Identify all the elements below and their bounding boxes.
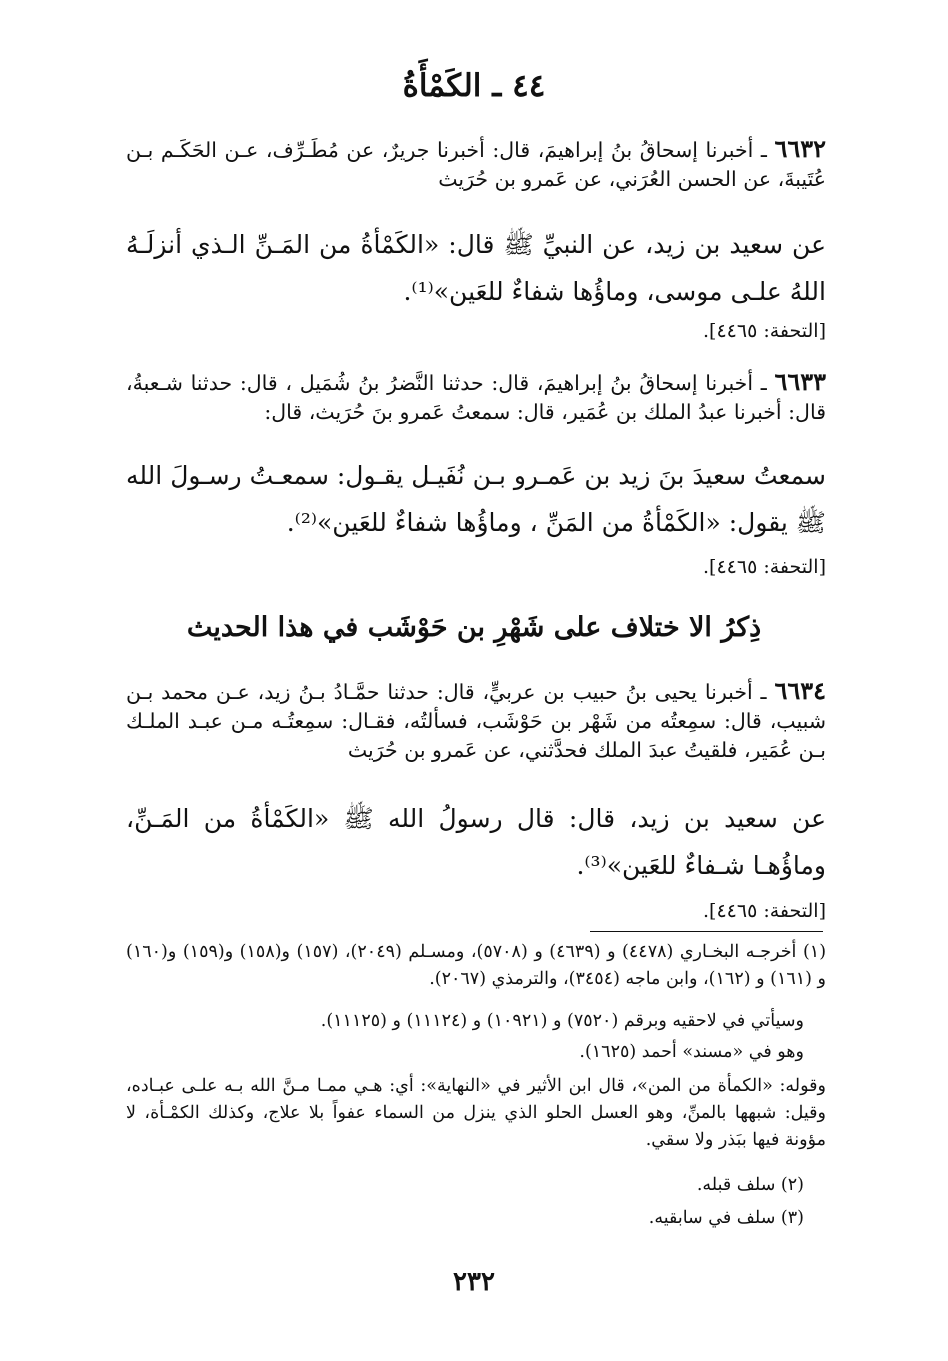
hadith-isnad-text: ـ أخبرنا إسحاقُ بنُ إبراهيمَ، قال: أخبرنا جريرٌ، عن مُطَـرِّف، عـن الحَكَـم بـن عُتَيبةَ، عن الحسن العُرَني، عن عَمرو بن حُرَيث xyxy=(126,138,826,191)
hadith-6634-tuhfa-reference: [التحفة: ٤٤٦٥]. xyxy=(703,900,826,922)
section-heading: ذِكرُ الا ختلاف على شَهْرِ بن حَوْشَب في هذا الحديث xyxy=(186,612,762,643)
footnote-1-musnad-reference: وهو في «مسند» أحمد (١٦٢٥). xyxy=(579,1042,804,1062)
hadith-isnad-text: ـ أخبرنا يحيى بنُ حبيب بن عربيٍّ، قال: حدثنا حمَّـادُ بـنُ زيد، عـن محمد بـن شبيب، قال: سمِعتُه من شَهْر بن حَوْشَب، فسألتُه، فقـال: سمِعتُـه مـن عبـد الملـك بـن عُمَير، فلقيتُ عبدَ الملك فحدَّثني، عن عَمرو بن حُرَيث xyxy=(126,680,826,762)
hadith-6634-isnad-paragraph xyxy=(126,676,826,765)
chapter-title: ٤٤ ـ الكَمْأَةُ xyxy=(402,68,546,104)
hadith-number: ٦٦٣٣ xyxy=(774,367,826,396)
footnote-1-commentary: وقوله: «الكمأة من المن»، قال ابن الأثير في «النهاية»: أي: هـي ممـا مـنَّ الله بـه علـى عبـاده، وقيل: شبهها بالمنِّ، وهو العسل الحلو الذي ينزل من السماء عفواً بلا علاج، وكذلك الكمْـأة، لا مؤونة فيها ببَذر ولا سقي. xyxy=(126,1076,826,1150)
hadith-6633-tuhfa-reference: [التحفة: ٤٤٦٥]. xyxy=(703,556,826,578)
hadith-6633-isnad-paragraph xyxy=(126,367,826,427)
hadith-isnad-text: ـ أخبرنا إسحاقُ بنُ إبراهيمَ، قال: حدثنا النَّضرُ بنُ شُمَيل ، قال: حدثنا شـعبةُ، قال: أخبرنا عبدُ الملك بن عُمَير، قال: سمعتُ عَمرو بنَ حُرَيث، قال: xyxy=(126,371,826,424)
footnote-separator-line xyxy=(590,931,823,932)
hadith-6632-isnad-paragraph xyxy=(126,134,826,194)
hadith-6632-matn: عن سعيد بن زيد، عن النبيِّ ﷺ قال: «الكَمْأةُ من المَـنِّ الـذي أنزلَـهُ اللهُ علـى موسى، وماؤُها شفاءٌ للعَين»⁽¹⁾. xyxy=(126,230,826,306)
page-number: ٢٣٢ xyxy=(453,1267,495,1297)
hadith-6634-matn: عن سعيد بن زيد، قال: قال رسولُ الله ﷺ «الكَمْأةُ من المَـنِّ، وماؤُهـا شـفاءٌ للعَين»⁽³⁾. xyxy=(126,804,826,880)
footnote-1-later-references: وسيأتي في لاحقيه وبرقم (٧٥٢٠) و (١٠٩٢١) و (١١١٢٤) و (١١١٢٥). xyxy=(320,1011,804,1031)
hadith-6633-matn: سمعتُ سعيدَ بنَ زيد بن عَمـرو بـن نُفَيـل يقـول: سمعـتُ رسـولَ الله ﷺ يقول: «الكَمْأةُ من المَنِّ ، وماؤُها شفاءٌ للعَين»⁽²⁾. xyxy=(126,461,826,537)
footnote-2: (٢) سلف قبله. xyxy=(696,1175,804,1195)
hadith-number: ٦٦٣٤ xyxy=(774,676,826,705)
footnote-1-sources: (١) أخرجـه البخـاري (٤٤٧٨) و (٤٦٣٩) و (٥٧٠٨)، ومسـلم (٢٠٤٩)، (١٥٧) و(١٥٨) و(١٥٩) و(١٦٠) و (١٦١) و (١٦٢)، وابن ماجه (٣٤٥٤)، والترمذي (٢٠٦٧). xyxy=(126,942,827,989)
hadith-number: ٦٦٣٢ xyxy=(774,134,826,163)
footnote-3: (٣) سلف في سابقيه. xyxy=(648,1208,804,1228)
hadith-6632-tuhfa-reference: [التحفة: ٤٤٦٥]. xyxy=(703,320,826,342)
